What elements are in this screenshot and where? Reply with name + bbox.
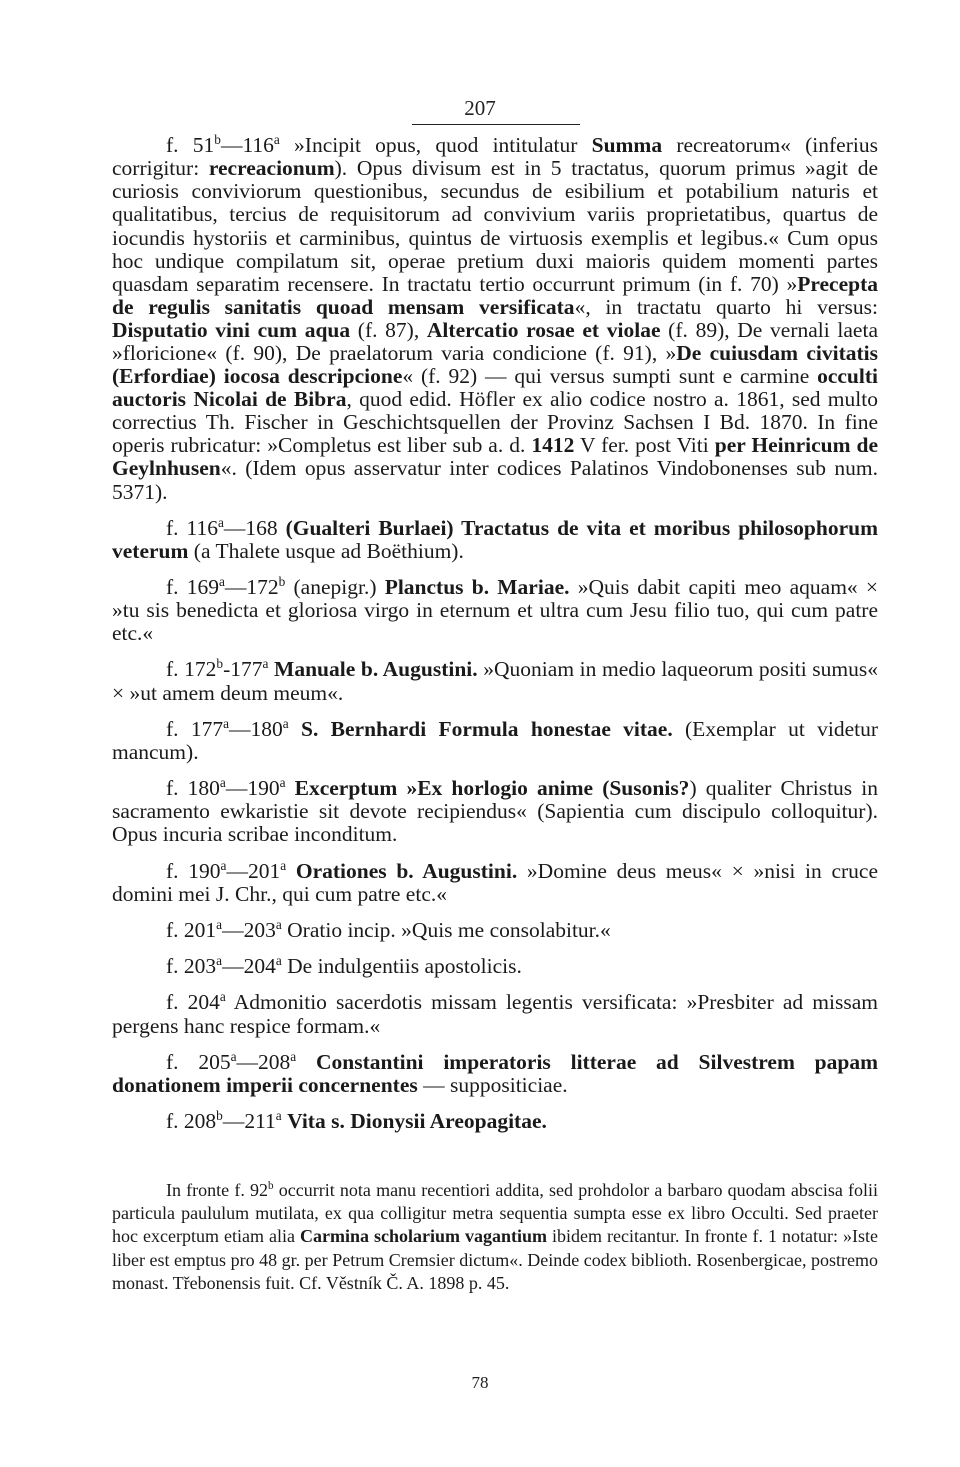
entry-text: f. 208 <box>166 1109 217 1134</box>
catalogue-entry <box>112 771 878 846</box>
folio-superscript: a <box>217 514 224 530</box>
catalogue-entry <box>112 570 878 645</box>
entry-text: —211 <box>222 1109 276 1134</box>
entry-text: -177 <box>223 657 263 682</box>
folio-superscript: a <box>223 715 230 731</box>
entry-text <box>286 859 296 883</box>
folio-superscript: a <box>219 775 226 791</box>
entry-text: f. 169 <box>166 575 219 600</box>
bold-title-text: occulti auctoris Nicolai de Bibra <box>112 364 878 412</box>
entry-text: f. 177 <box>166 716 224 741</box>
entry-text: f. 51 <box>166 133 215 158</box>
entry-text: ). Opus divisum est in 5 tractatus, quorum primus »agit de curiosis conviviorum questionibus, secundus de esibilium et potabilium naturis et qualitatibus, tercius de requisitorum ad convivium variis proprietatibus, quartus de iocundis hystoriis et carminibus, quintus de virtuosis exemplis et legibus.« Cum opus hoc undique compilatum sit, operae pretium duxi maioris quidem momenti partes quasdam separatim recensere. In tractatu tertio occurrunt primum (in f. 70) » <box>112 156 878 296</box>
entry-text <box>286 776 295 800</box>
entry-text: »Domine deus meus« × »nisi in cruce domini mei J. Chr., qui cum patre etc.« <box>112 858 879 906</box>
entry-text <box>289 717 301 741</box>
entry-text: (Exemplar ut videtur mancum). <box>112 716 878 765</box>
bold-title-text: Vita s. Dionysii Areopagitae. <box>287 1109 547 1134</box>
entry-text: —180 <box>229 716 283 741</box>
entry-text: —203 <box>222 918 276 943</box>
catalogue-entry <box>112 985 878 1037</box>
entry-text: »Quoniam in medio laqueorum positi sumus« × »ut amem deum meum«. <box>112 657 879 705</box>
catalogue-entry <box>112 652 878 704</box>
note-text <box>112 1175 878 1295</box>
entry-text: Admonitio sacerdotis missam legentis versificata: »Presbiter ad missam pergens hanc respice formam.« <box>112 990 878 1038</box>
entry-text: —116 <box>220 133 274 158</box>
bold-title-text: Planctus b. Mariae. <box>384 575 570 600</box>
header-rule <box>412 124 580 125</box>
bold-title-text: Altercatio rosae et violae <box>426 317 661 342</box>
entry-text: f. 172 <box>166 657 217 682</box>
entry-text <box>296 1050 316 1074</box>
folio-superscript: a <box>218 574 225 589</box>
folio-superscript: a <box>273 132 280 147</box>
entry-text: —204 <box>222 954 276 979</box>
entry-text: (f. 87), <box>350 317 427 342</box>
entry-text: (anepigr.) <box>285 575 385 600</box>
entry-text: f. 205 <box>166 1049 231 1074</box>
folio-superscript: b <box>268 1180 274 1192</box>
folio-superscript: b <box>216 1108 223 1124</box>
catalogue-entry <box>112 949 878 978</box>
catalogue-entry <box>112 511 878 563</box>
catalogue-entry <box>112 913 878 942</box>
folio-superscript: b <box>214 132 221 147</box>
folio-superscript: a <box>275 953 282 969</box>
entry-text: »Incipit opus, quod intitulatur <box>279 133 592 158</box>
folio-superscript: b <box>278 574 286 589</box>
entry-text: —208 <box>236 1049 291 1074</box>
folio-superscript: a <box>279 775 286 791</box>
entry-text: f. 203 <box>166 954 217 979</box>
folio-superscript: a <box>262 656 269 672</box>
bold-title-text: recreacionum <box>208 156 335 181</box>
folio-superscript: a <box>282 715 289 731</box>
folio-superscript: b <box>216 656 224 672</box>
entry-text: In fronte f. 92 <box>166 1180 268 1200</box>
folio-superscript: a <box>275 1108 282 1124</box>
catalogue-entry <box>112 1045 878 1097</box>
entry-text: — suppositiciae. <box>417 1073 568 1097</box>
catalogue-entry <box>112 712 878 764</box>
footer-page-number: 78 <box>471 1373 489 1392</box>
bold-title-text: 1412 <box>531 433 575 458</box>
bold-title-text: (Gualteri Burlaei) Tractatus de vita et moribus philosophorum veterum <box>112 515 879 563</box>
entry-text: —168 <box>223 515 286 540</box>
entry-text: «, in tractatu quarto hi versus: <box>574 294 878 319</box>
bold-title-text: Excerptum »Ex horlogio anime (Susonis? <box>294 776 690 801</box>
entry-text: (f. 89), De vernali laeta »floricione« (f. 90), De praelatorum varia condicione (f. 91), » <box>112 317 878 365</box>
folio-superscript: a <box>216 953 223 969</box>
catalogue-entries <box>112 128 878 1140</box>
entry-text: Oratio incip. »Quis me consolabitur.« <box>281 918 611 943</box>
entry-text: (a Thalete usque ad Boëthium). <box>188 538 464 563</box>
entry-text: f. 116 <box>166 515 218 540</box>
entry-text: —201 <box>226 858 281 883</box>
entry-text: —172 <box>224 575 279 600</box>
bold-title-text: per Heinricum de Geylnhusen <box>112 433 878 481</box>
folio-superscript: a <box>275 916 282 932</box>
entry-text: , quod edid. Höfler ex alio codice nostro a. 1861, sed multo correctius Th. Fischer in Geschichtsquellen der Provinz Sachsen I Bd. 1870. In fine operis rubricatur: »Completus est liber sub a. d. <box>112 387 878 458</box>
entry-text: « (f. 92) — qui versus sumpti sunt e carmine <box>402 364 818 389</box>
bold-title-text: Manuale b. Augustini. <box>274 657 478 682</box>
entry-text: De indulgentiis apostolicis. <box>281 954 522 979</box>
entry-text: «. (Idem opus asservatur inter codices Palatinos Vindobonenses sub num. 5371). <box>112 456 878 504</box>
folio-superscript: a <box>220 857 227 873</box>
catalogue-entry <box>112 854 878 906</box>
catalogue-entry <box>112 128 878 504</box>
bold-title-text: Carmina scholarium vagantium <box>299 1226 547 1247</box>
bold-title-text: Orationes b. Augustini. <box>295 858 518 883</box>
entry-text: occurrit nota manu recentiori addita, sed prohdolor a barbaro quodam abscisa folii particula paululum mutilata, ex qua colligitur metra sequentia sumpta esse ex libro Occulti. Sed praeter hoc excerptum etiam alia <box>112 1180 878 1247</box>
entry-text: recreatorum« (inferius corrigitur: <box>112 133 878 181</box>
bold-title-text: De cuiusdam civitatis (Erfordiae) iocosa descripcione <box>112 341 878 389</box>
entry-text: »Quis dabit capiti meo aquam« × »tu sis benedicta et gloriosa virgo in eternum et ultra cum Jesu filio tuo, qui cum patre etc.« <box>112 575 878 646</box>
folio-superscript: a <box>219 989 226 1005</box>
folio-superscript: a <box>290 1048 297 1064</box>
bold-title-text: Summa <box>591 133 663 158</box>
folio-superscript: a <box>216 916 223 932</box>
bold-title-text: Precepta de regulis sanitatis quoad mensam versificata <box>112 271 878 319</box>
entry-text: V fer. post Viti <box>574 433 715 458</box>
bold-title-text: Constantini imperatoris litterae ad Silvestrem papam donationem imperii concernentes <box>112 1049 879 1097</box>
entry-text: ibidem recitantur. In fronte f. 1 notatur: »Iste liber est emptus pro 48 gr. per Petrum Cremsier dictum«. Deinde codex biblioth. Rosenbergicae, postremo monast. Třebonensis fuit. Cf. Věstník Č. A. 1898 p. 45. <box>112 1226 878 1293</box>
entry-text: f. 190 <box>166 858 221 883</box>
entry-text: —190 <box>225 776 280 801</box>
folio-superscript: a <box>280 857 287 873</box>
catalogue-entry <box>112 1104 878 1133</box>
entry-text: f. 204 <box>166 990 220 1015</box>
footnote-paragraph <box>112 1175 878 1295</box>
entry-text: f. 201 <box>166 918 217 943</box>
entry-text: ) qualiter Christus in sacramento ewkaristie sit devote recipiendus« (Sapientia cum discipulo colloquitur). Opus incuria scribae inconditum. <box>112 776 878 847</box>
page-number: 207 <box>464 96 496 120</box>
bold-title-text: Disputatio vini cum aqua <box>112 317 351 342</box>
bold-title-text: S. Bernhardi Formula honestae vitae. <box>301 716 673 741</box>
entry-text: f. 180 <box>166 776 220 801</box>
folio-superscript: a <box>230 1048 237 1064</box>
